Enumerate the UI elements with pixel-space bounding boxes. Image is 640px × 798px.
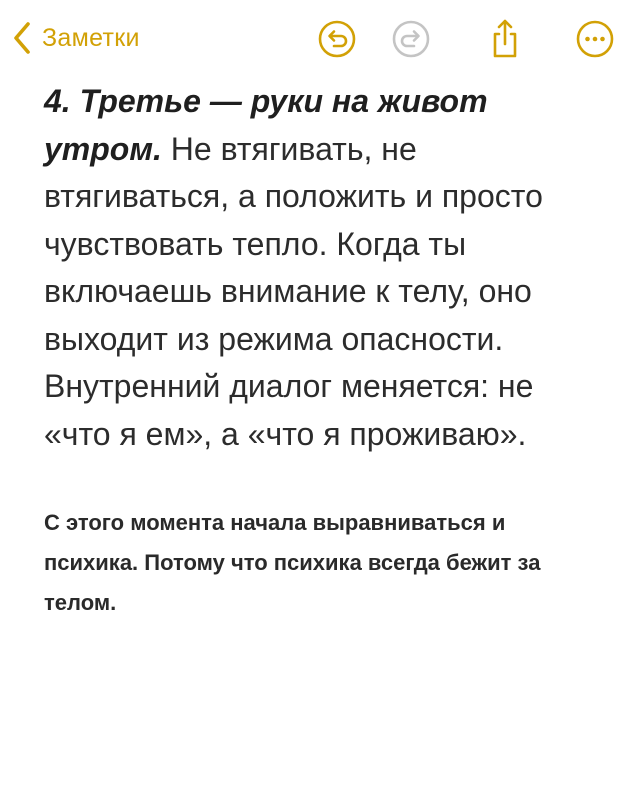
note-paragraph-1-lead: 4. Третье — руки на живот утром. [44, 83, 488, 167]
note-body[interactable] [44, 78, 604, 615]
undo-icon [316, 18, 358, 60]
redo-icon [390, 18, 432, 60]
more-button[interactable] [574, 18, 616, 60]
chevron-left-icon [12, 21, 32, 55]
back-button[interactable] [12, 18, 140, 58]
redo-button[interactable] [390, 18, 432, 60]
note-paragraph-2: С этого момента начала выравниваться и психика. Потому что психика всегда бежит за телом. [44, 510, 541, 615]
note-paragraph-1 [44, 78, 604, 458]
navigation-bar [0, 0, 640, 78]
more-icon [574, 18, 616, 60]
share-icon [484, 18, 526, 60]
undo-button[interactable] [316, 18, 358, 60]
share-button[interactable] [484, 18, 526, 60]
note-paragraph-1-body: Не втягивать, не втягиваться, а положить и просто чувствовать тепло. Когда ты включаешь внимание к телу, оно выходит из режима опасности. Внутренний диалог меняется: не «что я ем», а «что я проживаю». [44, 130, 543, 452]
back-label: Заметки [42, 23, 140, 52]
